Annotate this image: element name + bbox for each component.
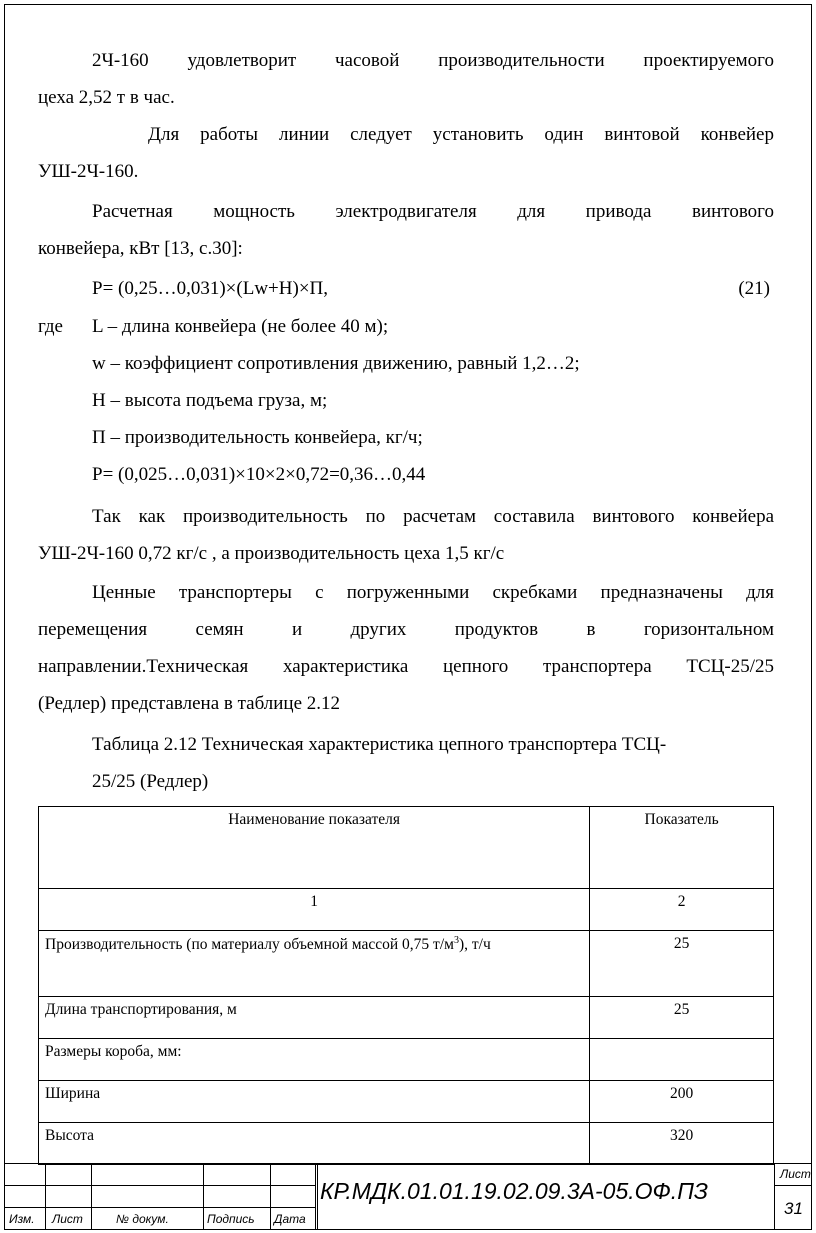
text-line: конвейера, кВт [13, с.30]:	[38, 238, 243, 259]
text-line: цеха 2,52 т в час.	[38, 87, 175, 108]
text-line: УШ-2Ч-160 0,72 кг/с , а производительность цеха 1,5 кг/с	[38, 543, 505, 564]
document-code: КР.МДК.01.01.19.02.09.3А-05.ОФ.ПЗ	[320, 1178, 708, 1204]
row-name: Производительность (по материалу объемной массой 0,75 $т/м^3$), т/ч	[39, 931, 590, 997]
stamp-label: Подпись	[207, 1212, 255, 1226]
sheet-label: Лист	[780, 1167, 811, 1181]
row-value: 320	[590, 1123, 774, 1165]
table-number-row	[39, 889, 774, 931]
text-line: Таблица 2.12 Техническая характеристика цепного транспортера ТСЦ-	[92, 734, 667, 755]
row-name: Размеры короба, мм:	[39, 1039, 590, 1081]
calculation: P= (0,025…0,031)×10×2×0,72=0,36…0,44	[92, 464, 426, 485]
paragraph-5	[38, 574, 774, 722]
row-value: 25	[590, 931, 774, 997]
table-row	[39, 997, 774, 1039]
row-value: 200	[590, 1081, 774, 1123]
paragraph-1	[38, 42, 774, 116]
formula-line	[38, 270, 774, 307]
definition-H: H – высота подъема груза, м;	[92, 390, 328, 411]
table-header-row	[39, 807, 774, 889]
text-line: 2Ч-160 удовлетворит часовой производительности проектируемого	[92, 50, 774, 71]
number-cell: 1	[39, 889, 590, 931]
spec-table	[38, 806, 774, 1165]
table-caption	[38, 726, 774, 800]
text-line: 25/25 (Редлер)	[92, 771, 209, 792]
row-value: 25	[590, 997, 774, 1039]
number-cell: 2	[590, 889, 774, 931]
definition-P: П – производительность конвейера, кг/ч;	[92, 427, 423, 448]
text-line: направлении.Техническая характеристика цепного транспортера ТСЦ-25/25	[38, 656, 774, 677]
text-line: Ценные транспортеры с погруженными скребками предназначены для	[92, 582, 774, 603]
row-name: Длина транспортирования, м	[39, 997, 590, 1039]
row-value	[590, 1039, 774, 1081]
text-line: (Редлер) представлена в таблице 2.12	[38, 693, 341, 714]
paragraph-2	[38, 116, 774, 190]
row-name: Ширина	[39, 1081, 590, 1123]
definition-L: L – длина конвейера (не более 40 м);	[92, 316, 389, 337]
stamp-label: № докум.	[116, 1212, 169, 1226]
title-block	[4, 1163, 812, 1230]
text-line: Для работы линии следует установить один винтовой конвейер	[148, 124, 774, 145]
sheet-number: 31	[784, 1199, 803, 1218]
table-row	[39, 1039, 774, 1081]
paragraph-4	[38, 498, 774, 572]
paragraph-3	[38, 193, 774, 267]
where-label: где	[38, 316, 63, 337]
definitions	[38, 308, 774, 493]
text-line: перемещения семян и других продуктов в горизонтальном	[38, 619, 774, 640]
stamp-label: Изм.	[9, 1212, 35, 1226]
formula: P= (0,25…0,031)×(Lw+H)×П,	[92, 278, 329, 299]
stamp-label: Дата	[274, 1212, 306, 1226]
header-cell: Наименование показателя	[39, 807, 590, 889]
definition-w: w – коэффициент сопротивления движению, равный 1,2…2;	[92, 353, 580, 374]
table-row	[39, 931, 774, 997]
text-line: Расчетная мощность электродвигателя для привода винтового	[92, 201, 774, 222]
stamp-label: Лист	[52, 1212, 83, 1226]
header-cell: Показатель	[590, 807, 774, 889]
table-row	[39, 1123, 774, 1165]
row-name: Высота	[39, 1123, 590, 1165]
text-line: Так как производительность по расчетам составила винтового конвейера	[92, 506, 774, 527]
formula-number: (21)	[738, 278, 770, 299]
table-row	[39, 1081, 774, 1123]
text-line: УШ-2Ч-160.	[38, 161, 139, 182]
